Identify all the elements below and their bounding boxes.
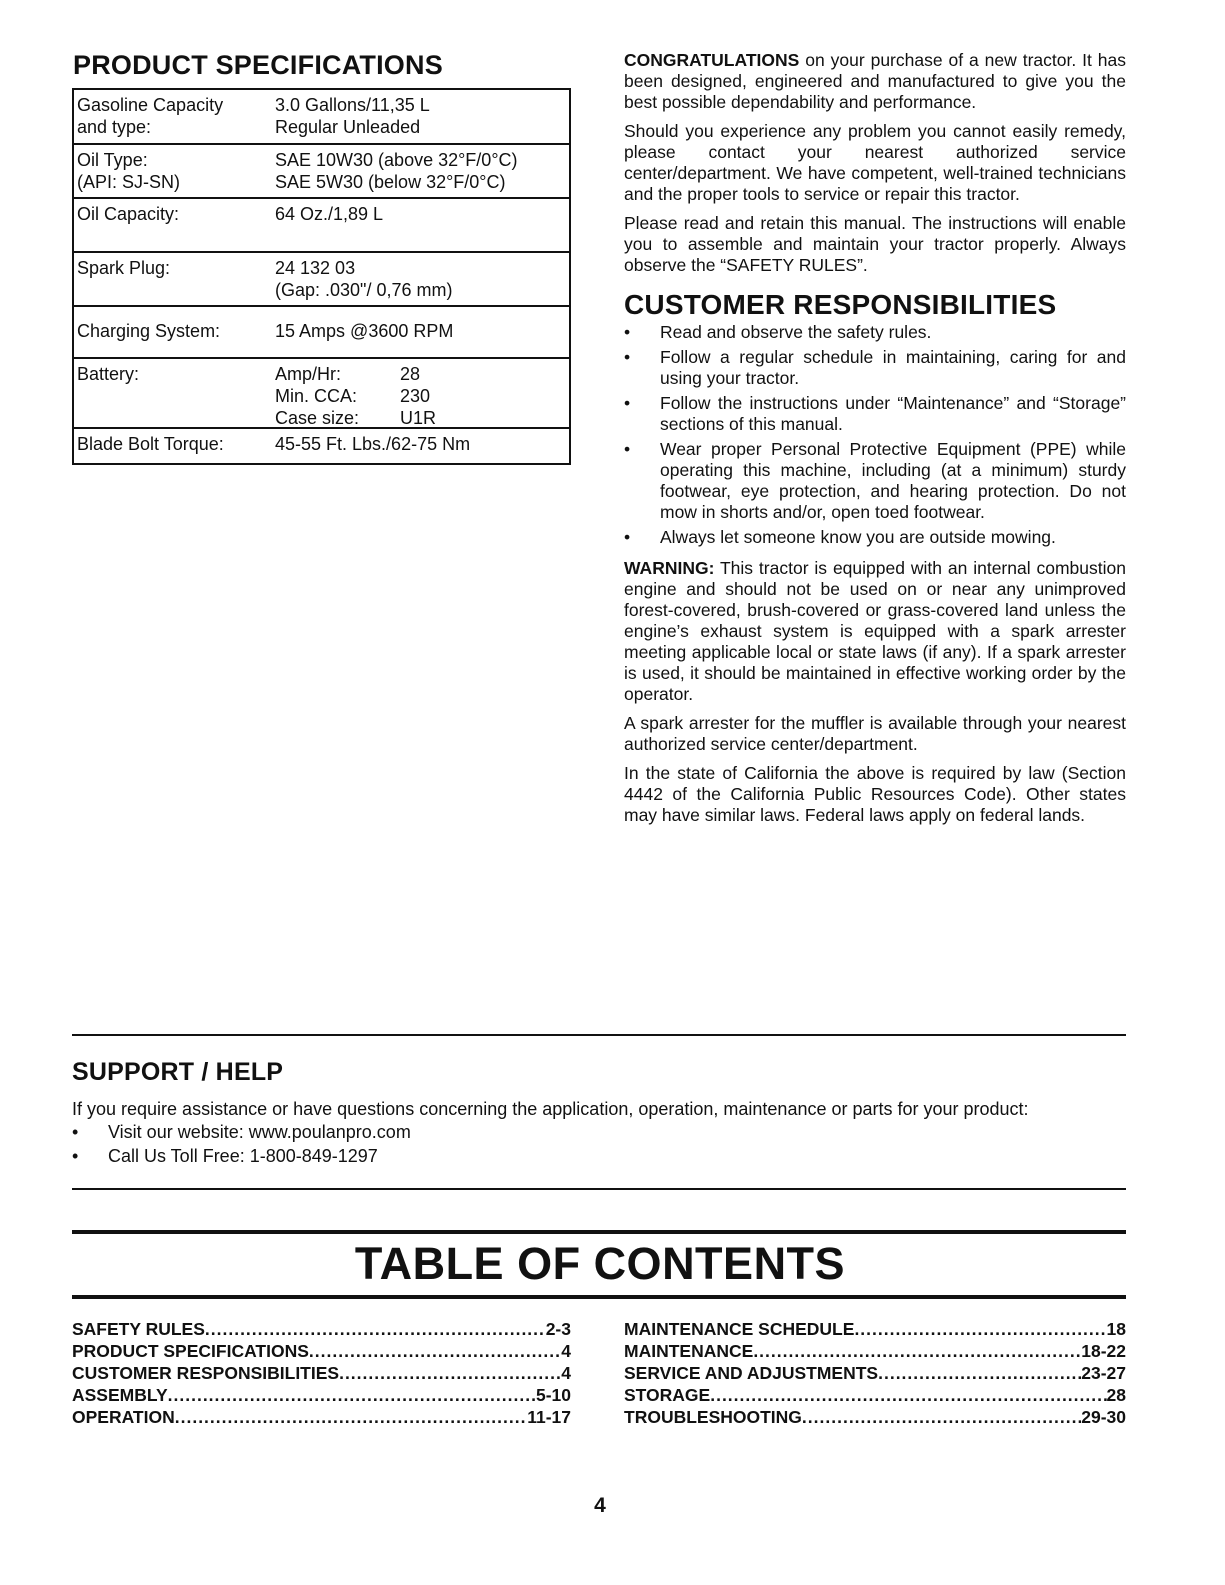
spec-label-line: Oil Capacity: [77, 204, 180, 224]
spec-row [74, 305, 569, 357]
spec-label [77, 320, 275, 357]
list-item [72, 1120, 411, 1144]
spec-value-line: SAE 10W30 (above 32°F/0°C) [275, 150, 518, 170]
toc-entry[interactable] [72, 1384, 571, 1406]
spec-label [77, 203, 275, 251]
list-item [624, 439, 1126, 523]
spec-row [74, 90, 569, 143]
spec-value [275, 149, 569, 197]
battery-value: U1R [400, 408, 437, 428]
spec-value [275, 203, 569, 251]
bullet-icon: • [72, 1122, 79, 1142]
spec-table [72, 88, 571, 465]
battery-key: Min. CCA: [275, 386, 358, 406]
spec-label [77, 257, 275, 305]
support-list [72, 1120, 411, 1168]
spec-value-line: 15 Amps @3600 RPM [275, 321, 454, 341]
spec-row [74, 143, 569, 197]
spec-label-line: Battery: [77, 364, 140, 384]
toc-entry-page: 4 [561, 1363, 571, 1383]
toc-leader [168, 1384, 536, 1406]
spec-value [275, 257, 569, 305]
phone-number: Call Us Toll Free: 1-800-849-1297 [108, 1146, 378, 1166]
toc-leader [878, 1362, 1081, 1384]
problem-paragraph: Should you experience any problem you cannot easily remedy, please contact your nearest authorized service center/department. We have competent, well-trained technicians and the proper tools to service or repair this tractor. [624, 121, 1126, 204]
toc-entry-label: MAINTENANCE [624, 1341, 754, 1361]
toc-leader [175, 1406, 527, 1428]
bullet-icon: • [624, 527, 631, 547]
toc-leader [802, 1406, 1081, 1428]
toc-entry-label: SERVICE AND ADJUSTMENTS [624, 1363, 879, 1383]
toc-entry-page: 18-22 [1081, 1341, 1126, 1361]
spec-label-line: Gasoline Capacity [77, 95, 224, 115]
intro-column [624, 50, 1126, 834]
list-item-text: Follow the instructions under “Maintenance” and “Storage” sections of this manual. [660, 393, 1126, 434]
spark-arrester-paragraph: A spark arrester for the muffler is available through your nearest authorized service center/department. [624, 713, 1126, 754]
bullet-icon: • [624, 393, 631, 413]
spec-value-line: 45-55 Ft. Lbs./62-75 Nm [275, 434, 471, 454]
spec-value-line: 24 132 03 [275, 258, 356, 278]
toc-leader [753, 1340, 1081, 1362]
spec-value-line: SAE 5W30 (below 32°F/0°C) [275, 172, 506, 192]
battery-key: Amp/Hr: [275, 364, 342, 384]
spec-value-line: Regular Unleaded [275, 117, 421, 137]
toc-entry-label: CUSTOMER RESPONSIBILITIES [72, 1363, 340, 1383]
battery-key: Case size: [275, 408, 360, 428]
toc-entry-page: 2-3 [545, 1319, 571, 1339]
toc-entry-label: SAFETY RULES [72, 1319, 205, 1339]
congratulations-lead: CONGRATULATIONS [624, 50, 800, 70]
toc-entry-label: PRODUCT SPECIFICATIONS [72, 1341, 309, 1361]
divider-thick [72, 1230, 1126, 1234]
list-item-text: Follow a regular schedule in maintaining, caring for and using your tractor. [660, 347, 1126, 388]
bullet-icon: • [624, 347, 631, 367]
list-item-text: Read and observe the safety rules. [660, 322, 932, 342]
spec-label-line: Spark Plug: [77, 258, 171, 278]
list-item [624, 322, 1126, 343]
spec-value [275, 94, 569, 143]
customer-responsibilities-heading: CUSTOMER RESPONSIBILITIES [624, 289, 1057, 320]
toc-leader [710, 1384, 1106, 1406]
toc-entry[interactable] [624, 1340, 1126, 1362]
list-item-text: Wear proper Personal Protective Equipment (PPE) while operating this machine, including (at a minimum) sturdy footwear, eye protection, and hearing protection. Do not mow in shorts and/or, open toed footwear. [660, 439, 1126, 522]
divider [72, 1188, 1126, 1190]
list-item [72, 1144, 411, 1168]
toc-entry[interactable] [624, 1318, 1126, 1340]
spec-label [77, 94, 275, 143]
toc-leader [309, 1340, 561, 1362]
toc-entry[interactable] [72, 1340, 571, 1362]
california-paragraph: In the state of California the above is required by law (Section 4442 of the California Public Resources Code). Other states may have similar laws. Federal laws apply on federal lands. [624, 763, 1126, 825]
toc-leader [205, 1318, 546, 1340]
list-item-text: Always let someone know you are outside mowing. [660, 527, 1056, 547]
divider [72, 1034, 1126, 1036]
toc-entry[interactable] [624, 1406, 1126, 1428]
congratulations-text: on your purchase of a new tractor. It has been designed, engineered and manufactured to give you the best possible dependability and performance. [624, 50, 1126, 112]
congratulations-paragraph [624, 50, 1126, 113]
spec-label [77, 433, 275, 463]
divider-thick [72, 1295, 1126, 1299]
warning-paragraph [624, 558, 1126, 705]
spec-row [74, 357, 569, 427]
toc-entry-page: 23-27 [1081, 1363, 1126, 1383]
warning-text: This tractor is equipped with an internal combustion engine and should not be used on or near any unimproved forest-covered, brush-covered or grass-covered land unless the engine’s exhaust system is equipped with a spark arrester meeting applicable local or state laws (if any). If a spark arrester is used, it should be maintained in effective working order by the operator. [624, 558, 1126, 704]
toc-column-left [72, 1318, 571, 1428]
retain-paragraph: Please read and retain this manual. The instructions will enable you to assemble and maintain your tractor properly. Always observe the “SAFETY RULES”. [624, 213, 1126, 275]
toc-entry-page: 28 [1106, 1385, 1126, 1405]
toc-entry[interactable] [72, 1318, 571, 1340]
list-item [624, 347, 1126, 389]
toc-heading: TABLE OF CONTENTS [354, 1238, 846, 1289]
bullet-icon: • [624, 439, 631, 459]
support-intro: If you require assistance or have questions concerning the application, operation, maintenance or parts for your product: [72, 1099, 1029, 1119]
toc-entry[interactable] [72, 1406, 571, 1428]
toc-entry[interactable] [624, 1384, 1126, 1406]
battery-line [275, 407, 569, 429]
warning-label: WARNING: [624, 558, 715, 578]
spec-value-line: (Gap: .030"/ 0,76 mm) [275, 280, 453, 300]
spec-heading: PRODUCT SPECIFICATIONS [73, 50, 443, 80]
toc-entry-label: ASSEMBLY [72, 1385, 168, 1405]
battery-line [275, 363, 569, 385]
spec-row [74, 197, 569, 251]
list-item [624, 527, 1126, 548]
toc-leader [339, 1362, 561, 1384]
website-link[interactable]: Visit our website: www.poulanpro.com [108, 1122, 411, 1142]
list-item [624, 393, 1126, 435]
battery-line [275, 385, 569, 407]
spec-value [275, 320, 569, 357]
spec-row [74, 427, 569, 463]
toc-entry-page: 29-30 [1081, 1407, 1126, 1427]
toc-entry-label: MAINTENANCE SCHEDULE [624, 1319, 855, 1339]
battery-values [275, 363, 569, 427]
spec-label-line: Blade Bolt Torque: [77, 434, 224, 454]
spec-label-line: Charging System: [77, 321, 221, 341]
bullet-icon: • [72, 1146, 79, 1166]
toc-entry[interactable] [624, 1362, 1126, 1384]
battery-value: 28 [400, 364, 421, 384]
toc-entry-page: 18 [1106, 1319, 1126, 1339]
spec-value-line: 64 Oz./1,89 L [275, 204, 384, 224]
battery-value: 230 [400, 386, 431, 406]
toc-entry-page: 5-10 [535, 1385, 571, 1405]
spec-label-line: (API: SJ-SN) [77, 172, 181, 192]
bullet-icon: • [624, 322, 631, 342]
toc-entry-page: 4 [561, 1341, 571, 1361]
toc-entry-label: TROUBLESHOOTING [624, 1407, 802, 1427]
spec-label-line: and type: [77, 117, 152, 137]
toc-entry-label: OPERATION [72, 1407, 175, 1427]
responsibilities-list [624, 322, 1126, 548]
toc-leader [854, 1318, 1106, 1340]
support-heading: SUPPORT / HELP [72, 1058, 284, 1086]
spec-value [275, 433, 569, 463]
spec-label [77, 149, 275, 197]
page-number: 4 [594, 1494, 606, 1517]
toc-entry-label: STORAGE [624, 1385, 711, 1405]
spec-label-line: Oil Type: [77, 150, 148, 170]
spec-label [77, 363, 275, 427]
spec-value-line: 3.0 Gallons/11,35 L [275, 95, 430, 115]
toc-entry-page: 11-17 [527, 1407, 571, 1427]
toc-column-right [624, 1318, 1126, 1428]
spec-row [74, 251, 569, 305]
toc-entry[interactable] [72, 1362, 571, 1384]
